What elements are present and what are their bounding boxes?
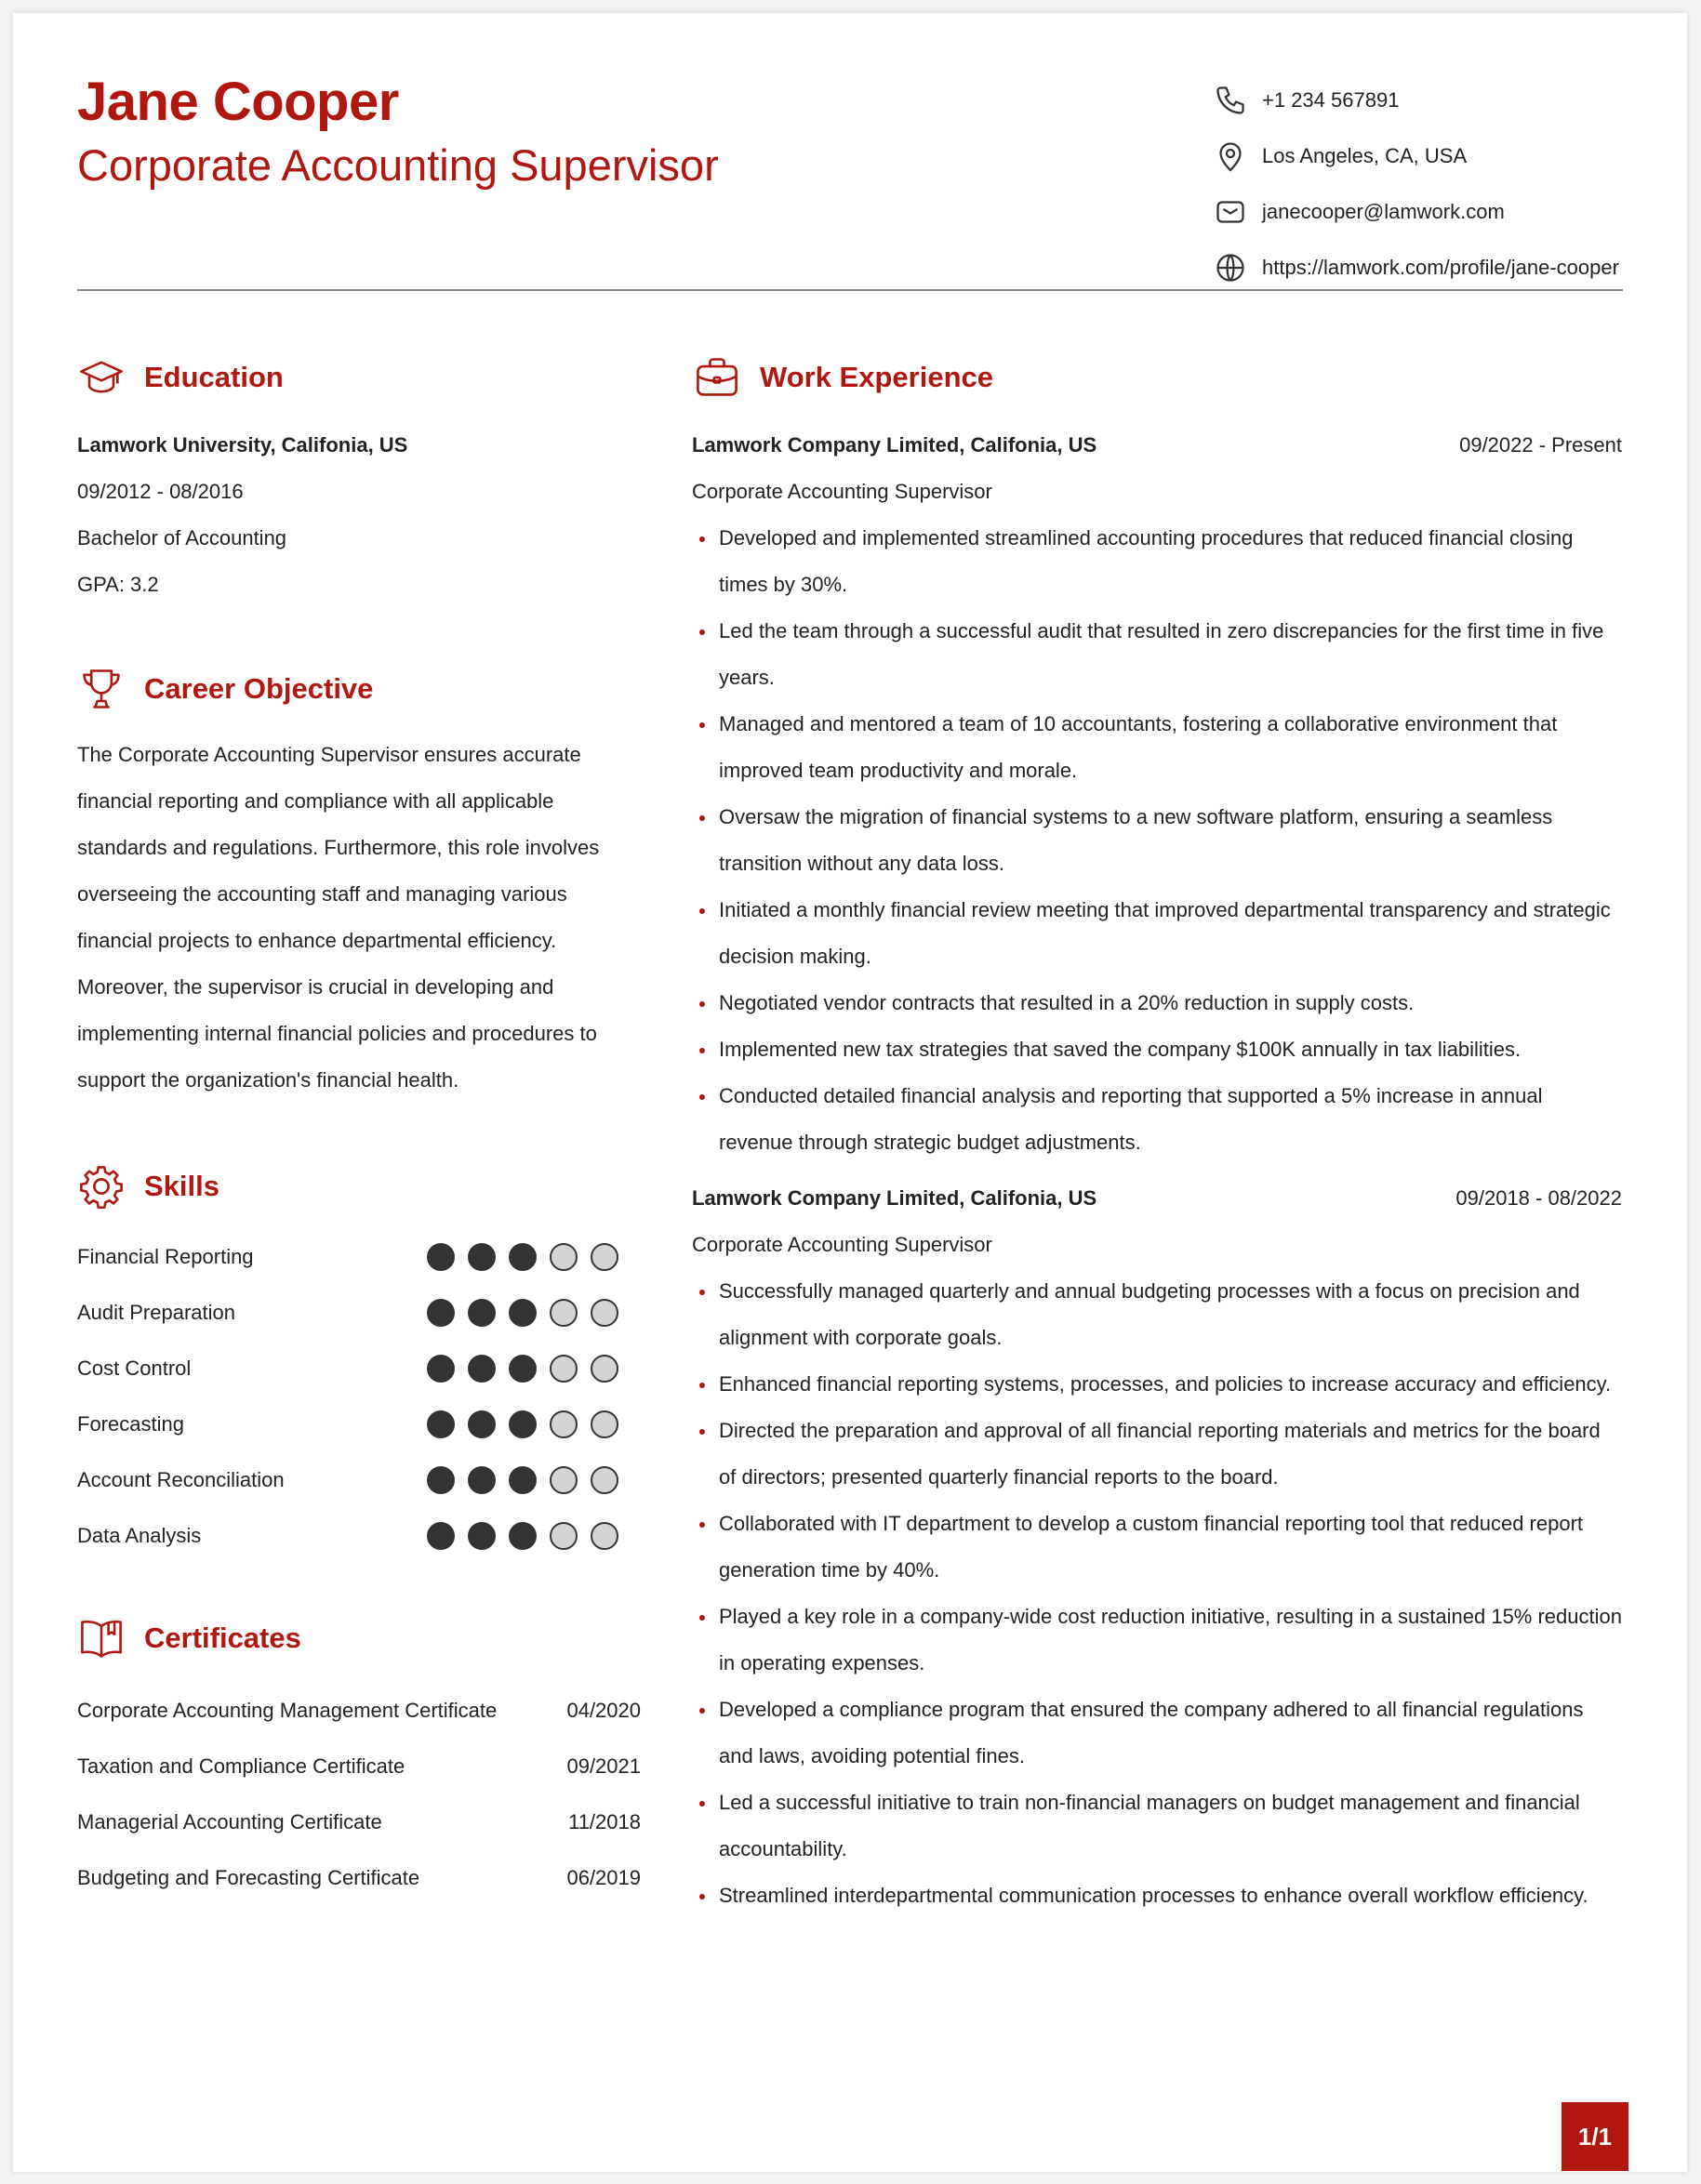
skills-title: Skills [144, 1170, 219, 1202]
phone-text: +1 234 567891 [1262, 88, 1400, 112]
header-divider [77, 289, 1623, 291]
education-gpa: GPA: 3.2 [77, 573, 159, 596]
certificate-name: Taxation and Compliance Certificate [77, 1754, 405, 1778]
skills-heading [77, 1162, 219, 1211]
skill-rating [427, 1522, 631, 1550]
skill-name: Audit Preparation [77, 1301, 235, 1324]
job-bullet: Developed and implemented streamlined accounting procedures that reduced financial closing times by 30%. [692, 515, 1622, 608]
skill-dot-empty [591, 1243, 618, 1271]
skill-name: Forecasting [77, 1412, 184, 1436]
skill-dot-empty [550, 1299, 578, 1327]
skill-row [77, 1396, 645, 1452]
phone-icon [1212, 82, 1249, 119]
skill-dot-filled [427, 1522, 455, 1550]
location-pin-icon [1212, 138, 1249, 175]
job-bullet: Collaborated with IT department to develop a custom financial reporting tool that reduced report generation time by 40%. [692, 1501, 1622, 1594]
job-bullet: Initiated a monthly financial review meeting that improved departmental transparency and strategic decision making. [692, 887, 1622, 980]
job-role: Corporate Accounting Supervisor [692, 480, 992, 503]
job-dates: 09/2022 - Present [1459, 433, 1622, 457]
job-bullet: Led the team through a successful audit that resulted in zero discrepancies for the first time in five years. [692, 608, 1622, 701]
skill-row [77, 1285, 645, 1341]
certificates-heading [77, 1614, 301, 1662]
skill-rating [427, 1243, 631, 1271]
skill-dot-empty [591, 1299, 618, 1327]
contact-location [1212, 138, 1619, 175]
skill-dot-empty [550, 1466, 578, 1494]
job-header [692, 422, 1622, 469]
job-bullet: Played a key role in a company-wide cost reduction initiative, resulting in a sustained 15% reduction in operating expenses. [692, 1594, 1622, 1687]
education-degree: Bachelor of Accounting [77, 526, 287, 549]
skill-dot-empty [591, 1466, 618, 1494]
objective-title: Career Objective [144, 672, 374, 705]
skill-dot-empty [550, 1410, 578, 1438]
job-bullets [692, 1268, 1622, 1919]
skill-rating [427, 1355, 631, 1383]
certificates-list [77, 1683, 641, 1906]
skill-name: Financial Reporting [77, 1245, 254, 1268]
skill-row [77, 1452, 645, 1508]
skill-dot-filled [427, 1299, 455, 1327]
objective-text: The Corporate Accounting Supervisor ensures accurate financial reporting and compliance with all applicable standards and regulations. Furthermore, this role involves overseeing the accounting staff and managing various financial projects to enhance departmental efficiency. Moreover, the supervisor is crucial in developing and implementing internal financial policies and procedures to support the organization's financial health. [77, 743, 600, 1092]
work-experience-list [692, 422, 1622, 1919]
skill-dot-filled [468, 1410, 496, 1438]
objective-heading [77, 665, 373, 713]
briefcase-icon [693, 353, 741, 402]
envelope-icon [1212, 193, 1249, 231]
candidate-name: Jane Cooper [77, 72, 399, 132]
trophy-icon [77, 665, 126, 713]
skill-rating [427, 1466, 631, 1494]
education-heading [77, 353, 284, 402]
skill-dot-filled [509, 1243, 537, 1271]
job-bullet: Developed a compliance program that ensured the company adhered to all financial regulations and laws, avoiding potential fines. [692, 1687, 1622, 1780]
job-bullet: Directed the preparation and approval of all financial reporting materials and metrics for the board of directors; presented quarterly financial reports to the board. [692, 1408, 1622, 1501]
skill-dot-filled [427, 1355, 455, 1383]
skill-name: Account Reconciliation [77, 1468, 285, 1491]
email-text: janecooper@lamwork.com [1262, 200, 1505, 223]
certificate-date: 09/2021 [566, 1754, 641, 1778]
skill-row [77, 1508, 645, 1564]
certificate-row [77, 1683, 641, 1739]
skills-list [77, 1229, 645, 1564]
certificate-name: Managerial Accounting Certificate [77, 1810, 382, 1833]
education-block [77, 422, 407, 608]
contact-phone [1212, 82, 1619, 119]
location-text: Los Angeles, CA, USA [1262, 144, 1468, 167]
certificate-date: 04/2020 [566, 1699, 641, 1722]
skill-dot-filled [468, 1355, 496, 1383]
skill-dot-filled [427, 1410, 455, 1438]
skill-dot-empty [550, 1355, 578, 1383]
graduation-cap-icon [77, 353, 126, 402]
contact-list [1212, 82, 1619, 305]
job-entry [692, 1175, 1622, 1919]
job-role: Corporate Accounting Supervisor [692, 1233, 992, 1256]
certificate-row [77, 1794, 641, 1850]
certificate-date: 06/2019 [566, 1866, 641, 1889]
certificate-name: Corporate Accounting Management Certificate [77, 1699, 498, 1722]
job-bullet: Led a successful initiative to train non-financial managers on budget management and financial accountability. [692, 1780, 1622, 1873]
certificate-date: 11/2018 [568, 1810, 641, 1833]
job-dates: 09/2018 - 08/2022 [1455, 1186, 1622, 1210]
certificates-title: Certificates [144, 1621, 301, 1654]
contact-website [1212, 249, 1619, 286]
job-bullet: Oversaw the migration of financial systems to a new software platform, ensuring a seamless transition without any data loss. [692, 794, 1622, 887]
job-bullet: Streamlined interdepartmental communication processes to enhance overall workflow efficiency. [692, 1873, 1622, 1919]
contact-email [1212, 193, 1619, 231]
job-header [692, 1175, 1622, 1222]
certificate-row [77, 1850, 641, 1906]
skill-name: Data Analysis [77, 1524, 202, 1547]
job-bullet: Managed and mentored a team of 10 accountants, fostering a collaborative environment that improved team productivity and morale. [692, 701, 1622, 794]
skill-dot-filled [427, 1466, 455, 1494]
education-title: Education [144, 361, 284, 393]
skill-dot-empty [591, 1410, 618, 1438]
skill-dot-filled [427, 1243, 455, 1271]
certificate-name: Budgeting and Forecasting Certificate [77, 1866, 420, 1889]
work-title: Work Experience [760, 361, 993, 393]
skill-dot-filled [468, 1466, 496, 1494]
job-bullet: Enhanced financial reporting systems, processes, and policies to increase accuracy and efficiency. [692, 1361, 1622, 1408]
skill-dot-filled [509, 1522, 537, 1550]
skill-dot-empty [550, 1243, 578, 1271]
skill-dot-filled [509, 1410, 537, 1438]
job-company: Lamwork Company Limited, Califonia, US [692, 1186, 1097, 1210]
globe-icon [1212, 249, 1249, 286]
resume-page [13, 13, 1687, 2172]
job-bullet: Conducted detailed financial analysis and reporting that supported a 5% increase in annual revenue through strategic budget adjustments. [692, 1073, 1622, 1166]
certificate-row [77, 1739, 641, 1794]
skill-dot-filled [468, 1299, 496, 1327]
job-entry [692, 422, 1622, 1166]
education-school: Lamwork University, Califonia, US [77, 433, 408, 457]
job-bullet: Implemented new tax strategies that saved the company $100K annually in tax liabilities. [692, 1026, 1622, 1073]
work-heading [693, 353, 993, 402]
skill-dot-filled [468, 1522, 496, 1550]
job-company: Lamwork Company Limited, Califonia, US [692, 433, 1097, 457]
skill-rating [427, 1299, 631, 1327]
skill-row [77, 1341, 645, 1396]
book-icon [77, 1614, 126, 1662]
website-text: https://lamwork.com/profile/jane-cooper [1262, 256, 1619, 279]
job-bullet: Successfully managed quarterly and annual budgeting processes with a focus on precision and alignment with corporate goals. [692, 1268, 1622, 1361]
skill-dot-empty [550, 1522, 578, 1550]
skill-rating [427, 1410, 631, 1438]
skill-name: Cost Control [77, 1357, 192, 1380]
skill-dot-filled [509, 1299, 537, 1327]
education-dates: 09/2012 - 08/2016 [77, 480, 244, 503]
skill-dot-filled [468, 1243, 496, 1271]
job-bullets [692, 515, 1622, 1166]
skill-row [77, 1229, 645, 1285]
gear-icon [77, 1162, 126, 1211]
page-indicator: 1/1 [1561, 2102, 1628, 2171]
skill-dot-empty [591, 1355, 618, 1383]
skill-dot-empty [591, 1522, 618, 1550]
skill-dot-filled [509, 1466, 537, 1494]
skill-dot-filled [509, 1355, 537, 1383]
candidate-title: Corporate Accounting Supervisor [77, 140, 719, 190]
job-bullet: Negotiated vendor contracts that resulted in a 20% reduction in supply costs. [692, 980, 1622, 1026]
